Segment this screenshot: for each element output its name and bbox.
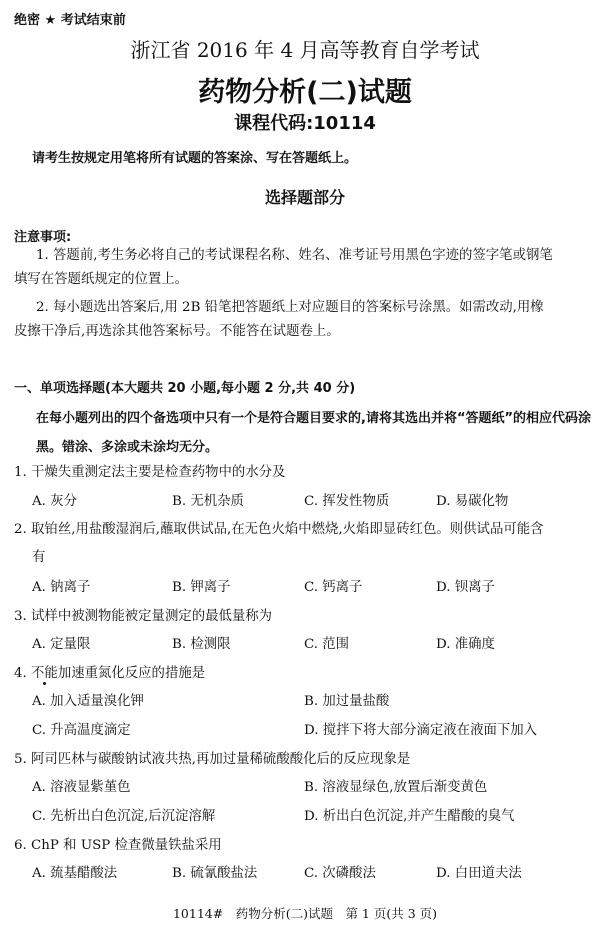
question-3-option-a: A. 定量限	[32, 637, 91, 652]
notice-item-2-line-1: 2. 每小题选出答案后,用 2B 铅笔把答题纸上对应题目的答案标号涂黑。如需改动,用橡	[36, 300, 544, 315]
paper-title: 药物分析(二)试题	[198, 77, 412, 108]
question-4-number: 4.	[14, 666, 32, 681]
question-2-option-d: D. 钡离子	[436, 580, 495, 595]
question-4-option-d: D. 搅拌下将大部分滴定液在液面下加入	[304, 723, 538, 738]
question-4-option-c: C. 升高温度滴定	[32, 723, 131, 738]
notice-item-2-line-2: 皮擦干净后,再选涂其他答案标号。不能答在试题卷上。	[14, 324, 340, 339]
question-3-option-c: C. 范围	[304, 637, 350, 652]
question-5-option-b: B. 溶液显绿色,放置后渐变黄色	[304, 780, 488, 795]
question-5-option-d: D. 析出白色沉淀,并产生醋酸的臭气	[304, 809, 515, 824]
question-5-stem: 5. 阿司匹林与碳酸钠试液共热,再加过量稀硫酸酸化后的反应现象是	[14, 752, 411, 767]
section-description: 在每小题列出的四个备选项中只有一个是符合题目要求的,请将其选出并将“答题纸”的相应代码涂黑。错涂、多涂或未涂均无分。	[36, 411, 592, 455]
course-code: 课程代码:10114	[234, 113, 376, 134]
part-title: 选择题部分	[264, 188, 345, 207]
question-4-emphasis: 不能	[31, 666, 58, 681]
question-6-option-d: D. 白田道夫法	[436, 866, 522, 881]
question-4-stem	[14, 662, 205, 681]
question-1-option-b: B. 无机杂质	[172, 494, 244, 509]
question-6-stem: 6. ChP 和 USP 检查微量铁盐采用	[14, 838, 222, 853]
confidential-note: 绝密 ★ 考试结束前	[14, 13, 126, 28]
question-3-stem: 3. 试样中被测物能被定量测定的最低量称为	[14, 609, 273, 624]
question-4-option-a: A. 加入适量溴化钾	[32, 694, 144, 709]
question-2-option-b: B. 钾离子	[172, 580, 231, 595]
question-1-option-a: A. 灰分	[32, 494, 77, 509]
question-1-option-d: D. 易碳化物	[436, 494, 509, 509]
notice-item-1-line-1: 1. 答题前,考生务必将自己的考试课程名称、姓名、准考证号用黑色字迹的签字笔或钢笔	[36, 248, 553, 263]
section-heading: 一、单项选择题(本大题共 20 小题,每小题 2 分,共 40 分)	[14, 381, 356, 396]
notice-item-1-line-2: 填写在答题纸规定的位置上。	[14, 272, 189, 287]
question-3-option-b: B. 检测限	[172, 637, 231, 652]
question-1-option-c: C. 挥发性物质	[304, 494, 390, 509]
notice-heading: 注意事项:	[14, 230, 72, 245]
question-6-option-b: B. 硫氰酸盐法	[172, 866, 258, 881]
question-2-stem-cont: 有	[32, 550, 46, 565]
exam-title: 浙江省 2016 年 4 月高等教育自学考试	[130, 38, 480, 62]
question-2-option-c: C. 钙离子	[304, 580, 363, 595]
question-1-stem: 1. 干燥失重测定法主要是检查药物中的水分及	[14, 465, 286, 480]
question-2-option-a: A. 钠离子	[32, 580, 91, 595]
question-5-option-c: C. 先析出白色沉淀,后沉淀溶解	[32, 809, 216, 824]
question-4-stem-text: 加速重氮化反应的措施是	[57, 666, 206, 681]
question-4-option-b: B. 加过量盐酸	[304, 694, 390, 709]
question-2-stem: 2. 取铂丝,用盐酸湿润后,蘸取供试品,在无色火焰中燃烧,火焰即显砖红色。则供试品可能含	[14, 522, 544, 537]
question-6-option-c: C. 次磷酸法	[304, 866, 376, 881]
question-5-option-a: A. 溶液显紫堇色	[32, 780, 131, 795]
question-3-option-d: D. 准确度	[436, 637, 495, 652]
question-6-option-a: A. 巯基醋酸法	[32, 866, 118, 881]
page-footer: 10114# 药物分析(二)试题 第 1 页(共 3 页)	[172, 906, 438, 921]
instruction: 请考生按规定用笔将所有试题的答案涂、写在答题纸上。	[32, 151, 358, 166]
